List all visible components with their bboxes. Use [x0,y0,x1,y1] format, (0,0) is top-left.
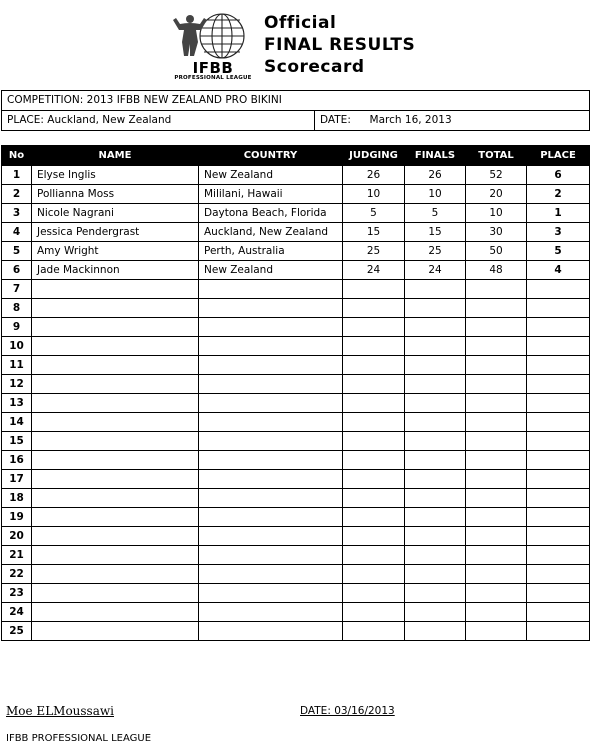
cell-country [199,508,343,527]
cell-no: 17 [2,470,32,489]
cell-country [199,318,343,337]
cell-name: Jessica Pendergrast [32,223,199,242]
cell-place: 1 [527,204,590,223]
cell-judging [343,394,405,413]
cell-no: 15 [2,432,32,451]
cell-place [527,527,590,546]
table-row [2,166,590,185]
cell-place [527,356,590,375]
cell-total: 52 [466,166,527,185]
cell-country [199,470,343,489]
official-signature: Moe ELMoussawi [6,704,114,718]
table-row [2,318,590,337]
cell-country [199,451,343,470]
league-name: IFBB PROFESSIONAL LEAGUE [6,733,152,744]
cell-country [199,280,343,299]
cell-no: 8 [2,299,32,318]
cell-judging [343,527,405,546]
cell-judging: 10 [343,185,405,204]
cell-place [527,603,590,622]
cell-total [466,280,527,299]
cell-place [527,394,590,413]
column-header-finals: FINALS [405,146,466,166]
column-header-name: NAME [32,146,199,166]
cell-no: 10 [2,337,32,356]
cell-name: Amy Wright [32,242,199,261]
cell-finals: 26 [405,166,466,185]
cell-place [527,584,590,603]
place-field: PLACE: Auckland, New Zealand [2,111,315,130]
cell-country [199,432,343,451]
competition-info [1,90,590,131]
table-row [2,603,590,622]
ifbb-logo-icon [168,10,258,81]
cell-finals [405,375,466,394]
cell-place [527,432,590,451]
cell-finals [405,299,466,318]
cell-finals [405,527,466,546]
cell-judging [343,470,405,489]
table-row [2,375,590,394]
table-row [2,470,590,489]
table-row [2,527,590,546]
cell-judging [343,413,405,432]
date-field [315,111,452,130]
cell-finals [405,432,466,451]
table-row [2,489,590,508]
cell-total [466,489,527,508]
cell-judging: 25 [343,242,405,261]
cell-country: Mililani, Hawaii [199,185,343,204]
competition-row [2,91,589,110]
cell-finals [405,584,466,603]
scorecard-header [0,0,590,90]
cell-finals [405,603,466,622]
cell-judging [343,337,405,356]
title-line: Scorecard [264,57,365,77]
cell-total [466,432,527,451]
cell-no: 16 [2,451,32,470]
cell-name [32,337,199,356]
cell-name [32,622,199,641]
cell-country [199,299,343,318]
cell-judging [343,299,405,318]
cell-place [527,546,590,565]
logo-subtext: PROFESSIONAL LEAGUE [174,75,252,81]
cell-judging: 24 [343,261,405,280]
cell-name [32,603,199,622]
column-header-total: TOTAL [466,146,527,166]
cell-country [199,337,343,356]
cell-total [466,451,527,470]
cell-no: 12 [2,375,32,394]
cell-name [32,413,199,432]
cell-name [32,356,199,375]
cell-finals: 5 [405,204,466,223]
table-row [2,242,590,261]
logo-text: IFBB [192,59,234,77]
cell-finals [405,546,466,565]
cell-judging [343,546,405,565]
cell-country [199,527,343,546]
cell-country [199,489,343,508]
cell-place [527,280,590,299]
title-line: FINAL RESULTS [264,35,416,55]
table-row [2,261,590,280]
cell-name [32,565,199,584]
cell-total [466,318,527,337]
cell-finals [405,413,466,432]
cell-finals [405,356,466,375]
cell-total [466,299,527,318]
cell-no: 4 [2,223,32,242]
cell-total [466,603,527,622]
cell-no: 14 [2,413,32,432]
cell-place: 5 [527,242,590,261]
cell-judging [343,318,405,337]
cell-finals: 10 [405,185,466,204]
cell-total [466,375,527,394]
cell-finals [405,508,466,527]
cell-finals: 15 [405,223,466,242]
cell-total: 50 [466,242,527,261]
cell-finals [405,280,466,299]
cell-place [527,622,590,641]
table-row [2,223,590,242]
cell-place: 6 [527,166,590,185]
date-value: March 16, 2013 [369,114,452,126]
cell-country [199,603,343,622]
cell-place [527,489,590,508]
cell-name [32,375,199,394]
cell-name: Elyse Inglis [32,166,199,185]
table-row [2,451,590,470]
scorecard-title [264,12,415,78]
cell-finals [405,337,466,356]
cell-place [527,508,590,527]
cell-country: Auckland, New Zealand [199,223,343,242]
date-label: DATE: [320,114,351,126]
cell-name [32,546,199,565]
cell-name [32,489,199,508]
table-row [2,394,590,413]
cell-no: 18 [2,489,32,508]
cell-total [466,565,527,584]
cell-place: 4 [527,261,590,280]
cell-judging [343,356,405,375]
cell-total [466,337,527,356]
cell-place [527,470,590,489]
cell-name [32,451,199,470]
table-row [2,565,590,584]
cell-no: 1 [2,166,32,185]
cell-finals [405,622,466,641]
cell-country [199,394,343,413]
table-row [2,299,590,318]
cell-no: 3 [2,204,32,223]
cell-no: 21 [2,546,32,565]
cell-place: 3 [527,223,590,242]
cell-name [32,318,199,337]
cell-judging: 26 [343,166,405,185]
cell-total [466,356,527,375]
cell-no: 24 [2,603,32,622]
cell-finals [405,451,466,470]
cell-total [466,546,527,565]
cell-finals [405,489,466,508]
cell-country: Daytona Beach, Florida [199,204,343,223]
cell-finals [405,470,466,489]
cell-name: Jade Mackinnon [32,261,199,280]
cell-country [199,375,343,394]
cell-total [466,394,527,413]
cell-name [32,394,199,413]
cell-country [199,356,343,375]
cell-no: 23 [2,584,32,603]
footer-date: DATE: 03/16/2013 [300,705,395,717]
cell-place [527,413,590,432]
table-row [2,622,590,641]
cell-no: 19 [2,508,32,527]
cell-country: New Zealand [199,166,343,185]
cell-finals: 25 [405,242,466,261]
cell-judging: 5 [343,204,405,223]
cell-name: Pollianna Moss [32,185,199,204]
cell-country [199,584,343,603]
cell-name [32,470,199,489]
cell-country [199,622,343,641]
cell-judging [343,622,405,641]
cell-place [527,565,590,584]
table-row [2,280,590,299]
cell-no: 7 [2,280,32,299]
cell-place [527,451,590,470]
cell-country [199,413,343,432]
column-header-no: No [2,146,32,166]
cell-judging [343,280,405,299]
cell-country [199,546,343,565]
cell-judging [343,451,405,470]
cell-finals [405,565,466,584]
cell-no: 6 [2,261,32,280]
cell-judging [343,584,405,603]
cell-no: 20 [2,527,32,546]
cell-place: 2 [527,185,590,204]
place-date-row [2,110,589,130]
table-row [2,356,590,375]
table-row [2,432,590,451]
cell-judging: 15 [343,223,405,242]
cell-country: Perth, Australia [199,242,343,261]
cell-no: 13 [2,394,32,413]
cell-judging [343,489,405,508]
title-line: Official [264,13,337,33]
cell-no: 22 [2,565,32,584]
column-header-judging: JUDGING [343,146,405,166]
table-row [2,508,590,527]
cell-finals [405,318,466,337]
table-row [2,337,590,356]
competition-field: COMPETITION: 2013 IFBB NEW ZEALAND PRO BIKINI [7,94,282,106]
cell-total: 48 [466,261,527,280]
cell-total [466,584,527,603]
cell-total [466,470,527,489]
cell-name [32,584,199,603]
cell-place [527,318,590,337]
table-row [2,413,590,432]
table-row [2,185,590,204]
cell-place [527,299,590,318]
cell-total [466,527,527,546]
cell-no: 5 [2,242,32,261]
cell-no: 25 [2,622,32,641]
results-table [1,145,590,641]
table-row [2,584,590,603]
cell-place [527,375,590,394]
cell-judging [343,565,405,584]
cell-name [32,508,199,527]
cell-judging [343,603,405,622]
cell-name [32,432,199,451]
table-row [2,546,590,565]
cell-judging [343,432,405,451]
cell-country [199,565,343,584]
cell-no: 11 [2,356,32,375]
cell-total: 30 [466,223,527,242]
cell-name [32,280,199,299]
cell-judging [343,375,405,394]
column-header-country: COUNTRY [199,146,343,166]
cell-finals: 24 [405,261,466,280]
cell-total: 10 [466,204,527,223]
cell-total [466,508,527,527]
cell-country: New Zealand [199,261,343,280]
cell-name [32,527,199,546]
table-header-row [2,146,590,166]
cell-total [466,413,527,432]
cell-total [466,622,527,641]
table-row [2,204,590,223]
cell-judging [343,508,405,527]
scorecard-footer [0,700,590,750]
cell-no: 2 [2,185,32,204]
cell-name: Nicole Nagrani [32,204,199,223]
cell-total: 20 [466,185,527,204]
cell-name [32,299,199,318]
cell-finals [405,394,466,413]
cell-no: 9 [2,318,32,337]
column-header-place: PLACE [527,146,590,166]
cell-place [527,337,590,356]
